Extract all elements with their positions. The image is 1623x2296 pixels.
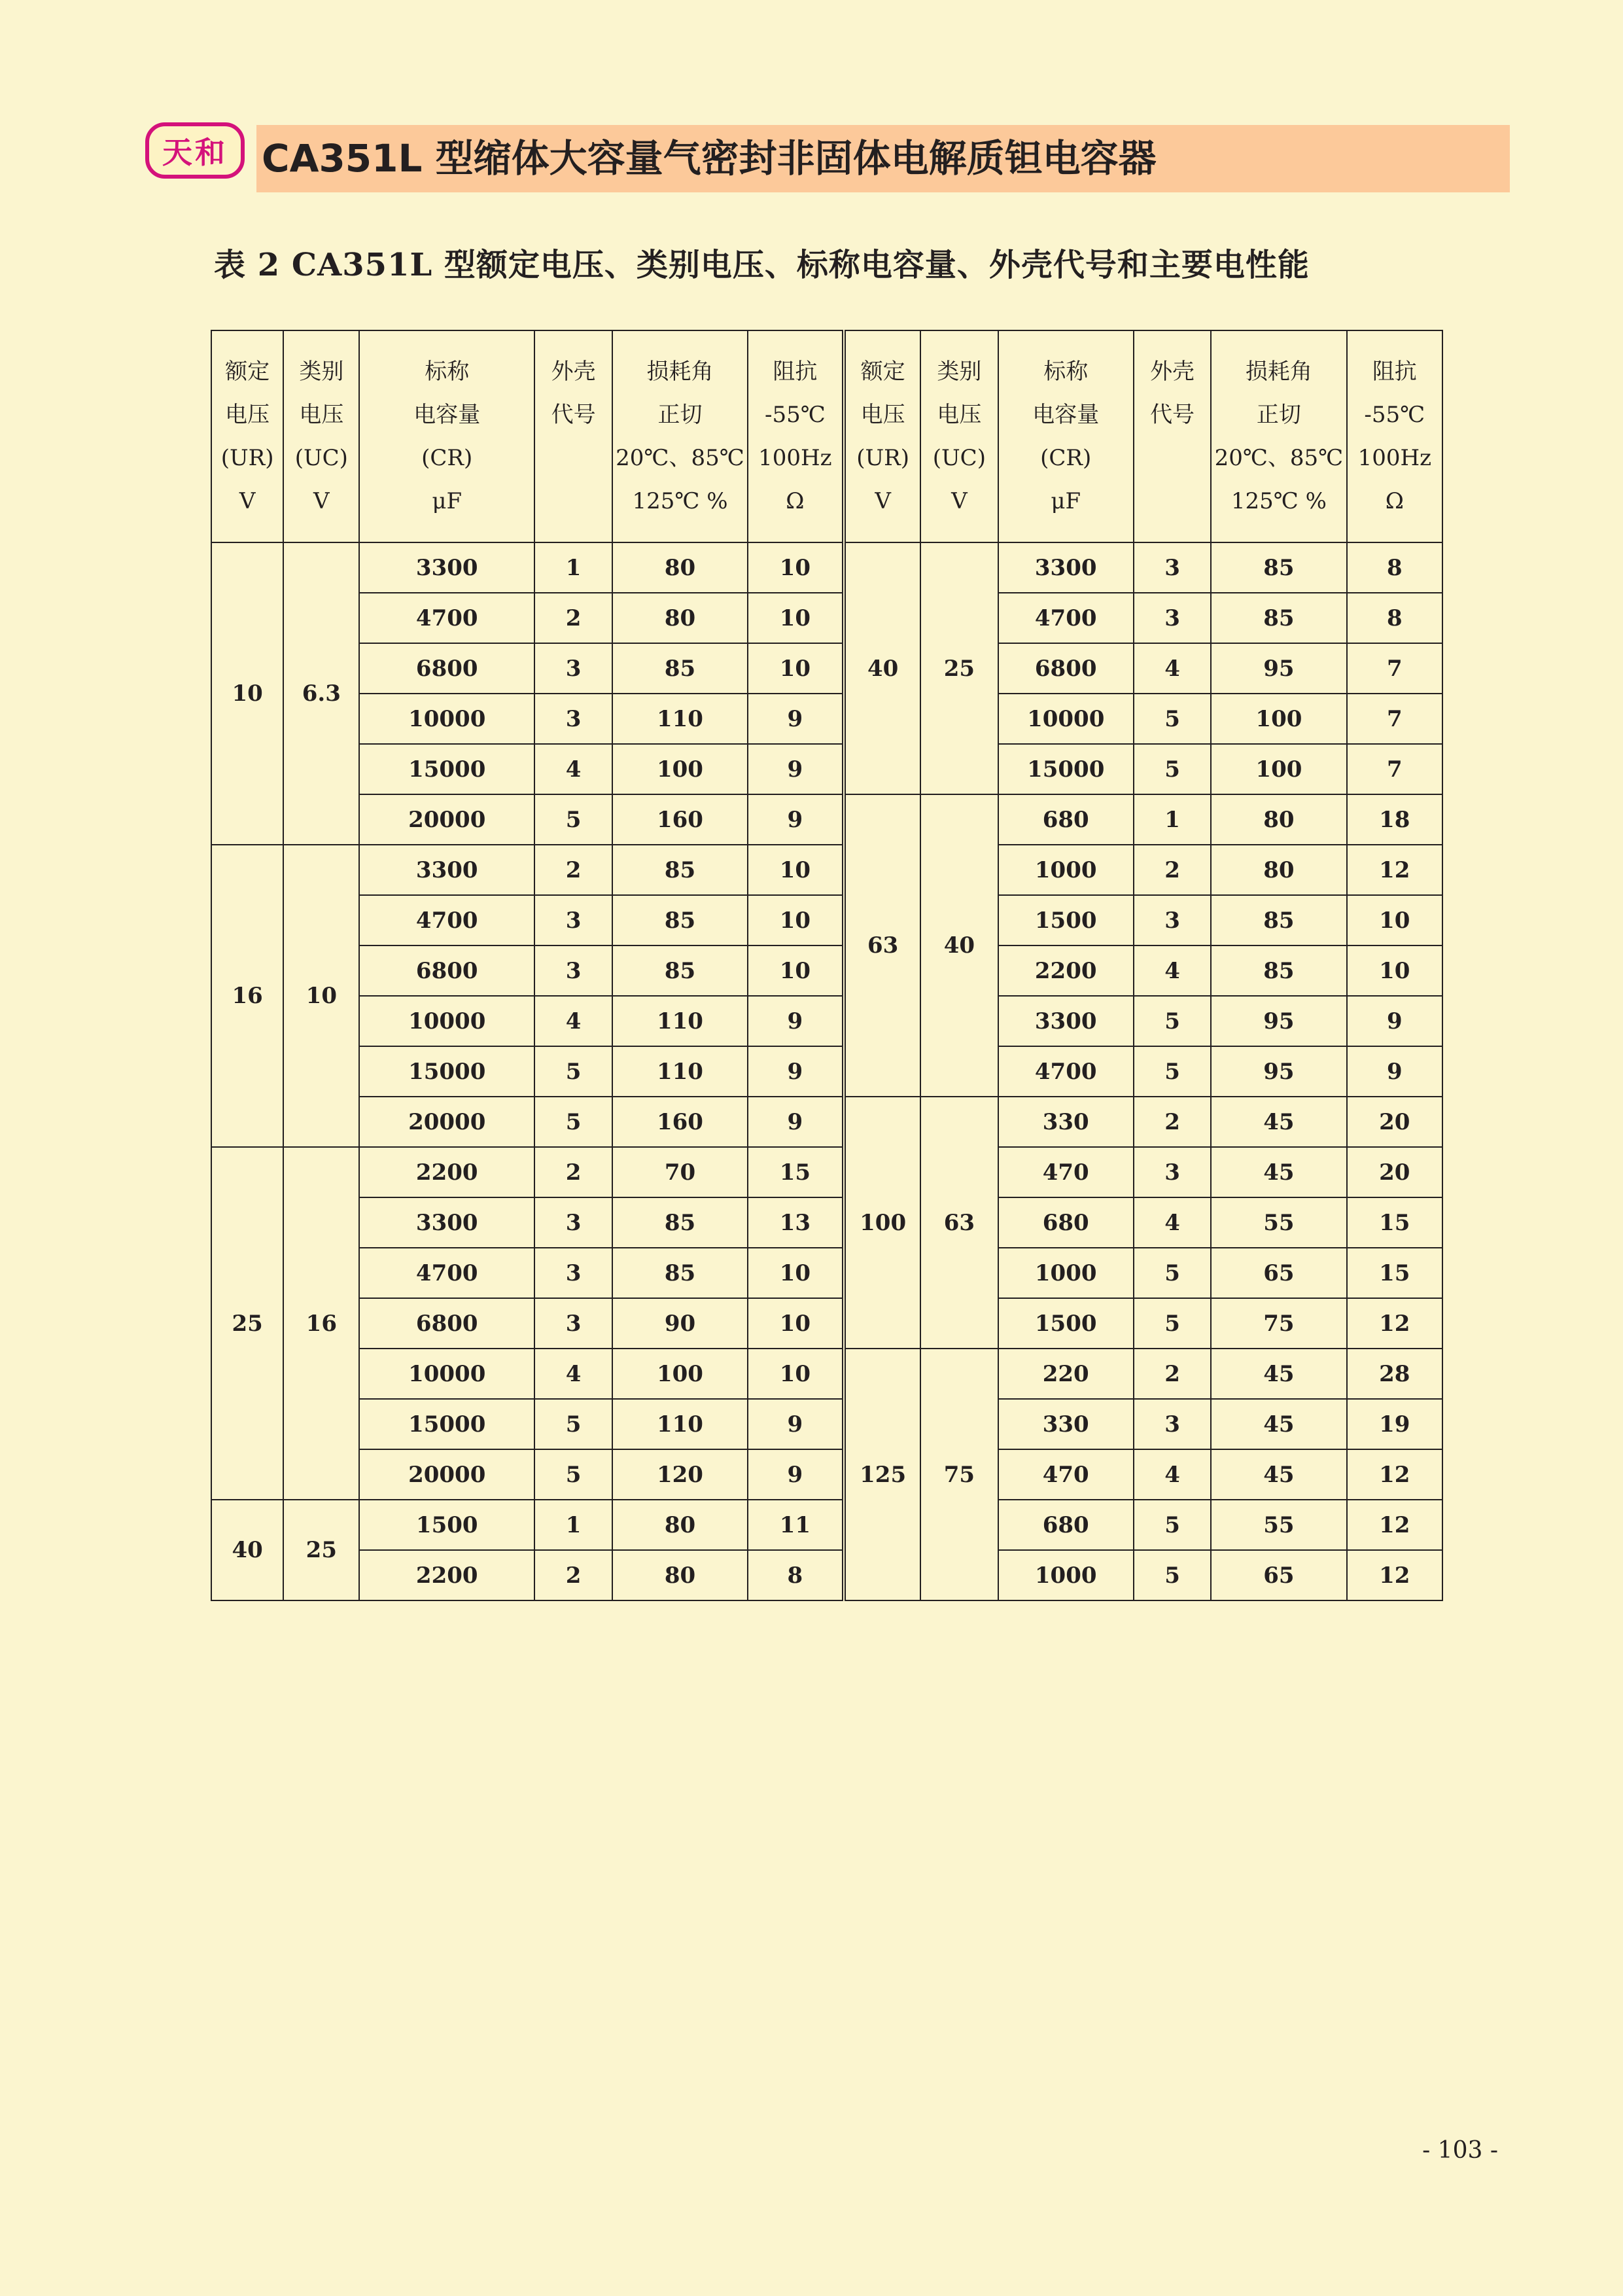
dissipation-factor-cell: 45 bbox=[1211, 1399, 1346, 1449]
dissipation-factor-cell: 65 bbox=[1211, 1550, 1346, 1600]
dissipation-factor-cell: 70 bbox=[612, 1147, 747, 1197]
page-title: CA351L 型缩体大容量气密封非固体电解质钽电容器 bbox=[256, 125, 1510, 192]
column-header-line: μF bbox=[432, 488, 462, 514]
case-code-cell: 2 bbox=[1134, 845, 1211, 895]
rated-voltage-cell: 40 bbox=[211, 1500, 283, 1600]
column-header-line: Ω bbox=[1385, 488, 1404, 514]
column-header-line: 外壳 bbox=[1150, 359, 1195, 385]
case-code-cell: 4 bbox=[534, 1349, 612, 1399]
table-row bbox=[211, 1046, 1442, 1097]
column-header-line: (UC) bbox=[932, 445, 986, 471]
capacitance-cell: 1000 bbox=[998, 1248, 1134, 1298]
capacitance-cell: 2200 bbox=[359, 1147, 534, 1197]
dissipation-factor-cell: 85 bbox=[1211, 895, 1346, 945]
dissipation-factor-cell: 80 bbox=[1211, 794, 1346, 845]
impedance-cell: 10 bbox=[748, 895, 844, 945]
column-header-line: 100Hz bbox=[758, 445, 832, 471]
impedance-cell: 15 bbox=[1347, 1197, 1442, 1248]
case-code-cell: 3 bbox=[534, 1248, 612, 1298]
case-code-cell: 3 bbox=[534, 643, 612, 694]
case-code-cell: 5 bbox=[534, 1097, 612, 1147]
impedance-cell: 9 bbox=[748, 1046, 844, 1097]
column-header-line: 额定 bbox=[860, 359, 905, 385]
column-header-line: 代号 bbox=[1150, 402, 1195, 428]
capacitance-cell: 680 bbox=[998, 1197, 1134, 1248]
dissipation-factor-cell: 45 bbox=[1211, 1349, 1346, 1399]
dissipation-factor-cell: 55 bbox=[1211, 1500, 1346, 1550]
dissipation-factor-cell: 85 bbox=[1211, 593, 1346, 643]
dissipation-factor-cell: 80 bbox=[1211, 845, 1346, 895]
column-header-line: 额定 bbox=[225, 359, 270, 385]
case-code-cell: 2 bbox=[534, 1550, 612, 1600]
table-row bbox=[211, 694, 1442, 744]
table-row bbox=[211, 794, 1442, 845]
column-header-line: 电压 bbox=[860, 402, 905, 428]
table-body bbox=[211, 542, 1442, 1600]
case-code-cell: 3 bbox=[534, 1298, 612, 1349]
capacitance-cell: 15000 bbox=[359, 744, 534, 794]
dissipation-factor-cell: 100 bbox=[612, 1349, 747, 1399]
dissipation-factor-cell: 120 bbox=[612, 1449, 747, 1500]
dissipation-factor-cell: 75 bbox=[1211, 1298, 1346, 1349]
impedance-cell: 13 bbox=[748, 1197, 844, 1248]
impedance-cell: 12 bbox=[1347, 1298, 1442, 1349]
impedance-cell: 12 bbox=[1347, 1449, 1442, 1500]
rated-voltage-cell: 100 bbox=[844, 1097, 920, 1349]
column-header-line: μF bbox=[1051, 488, 1081, 514]
impedance-cell: 10 bbox=[748, 1248, 844, 1298]
capacitance-cell: 1500 bbox=[998, 1298, 1134, 1349]
capacitance-cell: 470 bbox=[998, 1147, 1134, 1197]
table-row bbox=[211, 895, 1442, 945]
column-header bbox=[998, 330, 1134, 542]
case-code-cell: 5 bbox=[534, 1449, 612, 1500]
table-row bbox=[211, 1248, 1442, 1298]
case-code-cell: 2 bbox=[534, 1147, 612, 1197]
impedance-cell: 12 bbox=[1347, 1550, 1442, 1600]
capacitance-cell: 6800 bbox=[359, 1298, 534, 1349]
case-code-cell: 1 bbox=[534, 542, 612, 593]
column-header-line: -55℃ bbox=[764, 402, 826, 428]
column-header bbox=[359, 330, 534, 542]
table-row bbox=[211, 643, 1442, 694]
capacitance-cell: 6800 bbox=[359, 643, 534, 694]
capacitance-cell: 3300 bbox=[359, 1197, 534, 1248]
dissipation-factor-cell: 100 bbox=[1211, 744, 1346, 794]
category-voltage-cell: 75 bbox=[920, 1349, 998, 1600]
impedance-cell: 9 bbox=[1347, 996, 1442, 1046]
column-header-line: 电压 bbox=[225, 402, 270, 428]
rated-voltage-cell: 10 bbox=[211, 542, 283, 845]
impedance-cell: 18 bbox=[1347, 794, 1442, 845]
dissipation-factor-cell: 80 bbox=[612, 593, 747, 643]
dissipation-factor-cell: 80 bbox=[612, 1550, 747, 1600]
impedance-cell: 9 bbox=[748, 996, 844, 1046]
column-header-line: 阻抗 bbox=[1372, 359, 1417, 385]
column-header-line: 类别 bbox=[937, 359, 982, 385]
dissipation-factor-cell: 85 bbox=[1211, 542, 1346, 593]
dissipation-factor-cell: 110 bbox=[612, 996, 747, 1046]
table-caption: 表 2 CA351L 型额定电压、类别电压、标称电容量、外壳代号和主要电性能 bbox=[214, 247, 1310, 283]
dissipation-factor-cell: 65 bbox=[1211, 1248, 1346, 1298]
table-row bbox=[211, 542, 1442, 593]
capacitance-cell: 1500 bbox=[998, 895, 1134, 945]
category-voltage-cell: 6.3 bbox=[283, 542, 359, 845]
impedance-cell: 20 bbox=[1347, 1147, 1442, 1197]
rated-voltage-cell: 40 bbox=[844, 542, 920, 794]
column-header-line: 电压 bbox=[937, 402, 982, 428]
dissipation-factor-cell: 80 bbox=[612, 1500, 747, 1550]
dissipation-factor-cell: 45 bbox=[1211, 1147, 1346, 1197]
column-header bbox=[844, 330, 920, 542]
capacitance-cell: 20000 bbox=[359, 1097, 534, 1147]
case-code-cell: 5 bbox=[1134, 996, 1211, 1046]
capacitance-cell: 4700 bbox=[998, 593, 1134, 643]
dissipation-factor-cell: 95 bbox=[1211, 643, 1346, 694]
case-code-cell: 5 bbox=[534, 794, 612, 845]
dissipation-factor-cell: 100 bbox=[612, 744, 747, 794]
case-code-cell: 2 bbox=[1134, 1097, 1211, 1147]
impedance-cell: 10 bbox=[748, 1298, 844, 1349]
impedance-cell: 10 bbox=[748, 593, 844, 643]
table-row bbox=[211, 1449, 1442, 1500]
case-code-cell: 1 bbox=[534, 1500, 612, 1550]
dissipation-factor-cell: 55 bbox=[1211, 1197, 1346, 1248]
column-header bbox=[748, 330, 844, 542]
column-header-line: 标称 bbox=[1043, 359, 1089, 385]
column-header-line: 电容量 bbox=[1032, 402, 1100, 428]
dissipation-factor-cell: 85 bbox=[1211, 945, 1346, 996]
capacitance-cell: 4700 bbox=[359, 1248, 534, 1298]
table-row bbox=[211, 1399, 1442, 1449]
case-code-cell: 5 bbox=[1134, 1046, 1211, 1097]
dissipation-factor-cell: 90 bbox=[612, 1298, 747, 1349]
impedance-cell: 7 bbox=[1347, 694, 1442, 744]
column-header-line: 20℃、85℃ bbox=[1214, 445, 1344, 471]
rated-voltage-cell: 125 bbox=[844, 1349, 920, 1600]
table-row bbox=[211, 1550, 1442, 1600]
case-code-cell: 3 bbox=[534, 945, 612, 996]
column-header-line: 损耗角 bbox=[1245, 359, 1312, 385]
column-header-line: (CR) bbox=[1040, 445, 1092, 471]
capacitance-cell: 20000 bbox=[359, 1449, 534, 1500]
column-header-line: V bbox=[875, 488, 891, 514]
capacitance-cell: 4700 bbox=[359, 895, 534, 945]
table-row bbox=[211, 945, 1442, 996]
table-row bbox=[211, 1197, 1442, 1248]
column-header-line: V bbox=[313, 488, 330, 514]
column-header-line: (UR) bbox=[856, 445, 910, 471]
capacitance-cell: 330 bbox=[998, 1399, 1134, 1449]
impedance-cell: 15 bbox=[748, 1147, 844, 1197]
table-row bbox=[211, 1500, 1442, 1550]
table-row bbox=[211, 1298, 1442, 1349]
dissipation-factor-cell: 110 bbox=[612, 1046, 747, 1097]
table-row bbox=[211, 996, 1442, 1046]
capacitance-cell: 15000 bbox=[998, 744, 1134, 794]
column-header-line: Ω bbox=[786, 488, 805, 514]
impedance-cell: 8 bbox=[1347, 593, 1442, 643]
category-voltage-cell: 25 bbox=[283, 1500, 359, 1600]
case-code-cell: 2 bbox=[534, 593, 612, 643]
column-header-line bbox=[535, 436, 612, 480]
impedance-cell: 7 bbox=[1347, 643, 1442, 694]
category-voltage-cell: 63 bbox=[920, 1097, 998, 1349]
column-header-line: 20℃、85℃ bbox=[616, 445, 744, 471]
impedance-cell: 9 bbox=[748, 744, 844, 794]
category-voltage-cell: 40 bbox=[920, 794, 998, 1097]
table-row bbox=[211, 1147, 1442, 1197]
capacitance-cell: 10000 bbox=[359, 694, 534, 744]
capacitance-cell: 680 bbox=[998, 1500, 1134, 1550]
impedance-cell: 9 bbox=[748, 1097, 844, 1147]
case-code-cell: 5 bbox=[1134, 1500, 1211, 1550]
dissipation-factor-cell: 45 bbox=[1211, 1097, 1346, 1147]
column-header-line: 电容量 bbox=[413, 402, 481, 428]
spec-table bbox=[211, 330, 1443, 1601]
impedance-cell: 20 bbox=[1347, 1097, 1442, 1147]
capacitance-cell: 1500 bbox=[359, 1500, 534, 1550]
capacitance-cell: 6800 bbox=[359, 945, 534, 996]
case-code-cell: 5 bbox=[1134, 1298, 1211, 1349]
capacitance-cell: 3300 bbox=[359, 542, 534, 593]
case-code-cell: 3 bbox=[1134, 1399, 1211, 1449]
capacitance-cell: 4700 bbox=[998, 1046, 1134, 1097]
case-code-cell: 4 bbox=[534, 744, 612, 794]
column-header-line: 代号 bbox=[551, 402, 596, 428]
category-voltage-cell: 16 bbox=[283, 1147, 359, 1500]
capacitance-cell: 3300 bbox=[998, 996, 1134, 1046]
column-header-line: 阻抗 bbox=[773, 359, 818, 385]
dissipation-factor-cell: 80 bbox=[612, 542, 747, 593]
dissipation-factor-cell: 95 bbox=[1211, 1046, 1346, 1097]
dissipation-factor-cell: 160 bbox=[612, 1097, 747, 1147]
case-code-cell: 2 bbox=[534, 845, 612, 895]
impedance-cell: 10 bbox=[748, 1349, 844, 1399]
column-header-line: 正切 bbox=[657, 402, 703, 428]
dissipation-factor-cell: 45 bbox=[1211, 1449, 1346, 1500]
brand-logo: 天和 bbox=[145, 122, 245, 179]
impedance-cell: 7 bbox=[1347, 744, 1442, 794]
case-code-cell: 4 bbox=[534, 996, 612, 1046]
capacitance-cell: 4700 bbox=[359, 593, 534, 643]
case-code-cell: 4 bbox=[1134, 1449, 1211, 1500]
dissipation-factor-cell: 110 bbox=[612, 1399, 747, 1449]
impedance-cell: 8 bbox=[748, 1550, 844, 1600]
column-header-line bbox=[1134, 436, 1210, 480]
table-row bbox=[211, 744, 1442, 794]
capacitance-cell: 1000 bbox=[998, 845, 1134, 895]
column-header bbox=[920, 330, 998, 542]
capacitance-cell: 3300 bbox=[998, 542, 1134, 593]
impedance-cell: 9 bbox=[748, 1399, 844, 1449]
impedance-cell: 11 bbox=[748, 1500, 844, 1550]
column-header-line: 外壳 bbox=[551, 359, 596, 385]
case-code-cell: 4 bbox=[1134, 643, 1211, 694]
column-header bbox=[1134, 330, 1211, 542]
table-row bbox=[211, 593, 1442, 643]
column-header-line: (UR) bbox=[220, 445, 274, 471]
case-code-cell: 3 bbox=[1134, 593, 1211, 643]
rated-voltage-cell: 63 bbox=[844, 794, 920, 1097]
dissipation-factor-cell: 85 bbox=[612, 1248, 747, 1298]
column-header bbox=[283, 330, 359, 542]
dissipation-factor-cell: 85 bbox=[612, 643, 747, 694]
capacitance-cell: 10000 bbox=[998, 694, 1134, 744]
page-number: - 103 - bbox=[1422, 2137, 1498, 2164]
case-code-cell: 5 bbox=[1134, 1248, 1211, 1298]
dissipation-factor-cell: 160 bbox=[612, 794, 747, 845]
column-header-line: 125℃ % bbox=[1230, 488, 1327, 514]
impedance-cell: 10 bbox=[748, 845, 844, 895]
capacitance-cell: 20000 bbox=[359, 794, 534, 845]
case-code-cell: 5 bbox=[1134, 694, 1211, 744]
impedance-cell: 10 bbox=[748, 945, 844, 996]
column-header bbox=[211, 330, 283, 542]
dissipation-factor-cell: 85 bbox=[612, 845, 747, 895]
impedance-cell: 10 bbox=[1347, 945, 1442, 996]
capacitance-cell: 470 bbox=[998, 1449, 1134, 1500]
column-header-line: 正切 bbox=[1256, 402, 1301, 428]
column-header-line: 损耗角 bbox=[646, 359, 714, 385]
column-header-line: V bbox=[239, 488, 256, 514]
impedance-cell: 8 bbox=[1347, 542, 1442, 593]
impedance-cell: 28 bbox=[1347, 1349, 1442, 1399]
column-header-line: -55℃ bbox=[1364, 402, 1425, 428]
impedance-cell: 12 bbox=[1347, 845, 1442, 895]
impedance-cell: 19 bbox=[1347, 1399, 1442, 1449]
column-header bbox=[612, 330, 747, 542]
capacitance-cell: 1000 bbox=[998, 1550, 1134, 1600]
case-code-cell: 5 bbox=[534, 1399, 612, 1449]
column-header-line: 电压 bbox=[299, 402, 344, 428]
case-code-cell: 2 bbox=[1134, 1349, 1211, 1399]
impedance-cell: 9 bbox=[1347, 1046, 1442, 1097]
impedance-cell: 10 bbox=[1347, 895, 1442, 945]
impedance-cell: 12 bbox=[1347, 1500, 1442, 1550]
column-header-line: 125℃ % bbox=[632, 488, 728, 514]
case-code-cell: 1 bbox=[1134, 794, 1211, 845]
impedance-cell: 9 bbox=[748, 1449, 844, 1500]
case-code-cell: 5 bbox=[1134, 1550, 1211, 1600]
capacitance-cell: 680 bbox=[998, 794, 1134, 845]
case-code-cell: 5 bbox=[1134, 744, 1211, 794]
impedance-cell: 9 bbox=[748, 794, 844, 845]
capacitance-cell: 15000 bbox=[359, 1046, 534, 1097]
column-header-line: 100Hz bbox=[1357, 445, 1432, 471]
impedance-cell: 15 bbox=[1347, 1248, 1442, 1298]
dissipation-factor-cell: 95 bbox=[1211, 996, 1346, 1046]
capacitance-cell: 220 bbox=[998, 1349, 1134, 1399]
case-code-cell: 4 bbox=[1134, 945, 1211, 996]
case-code-cell: 3 bbox=[1134, 1147, 1211, 1197]
table-row bbox=[211, 1097, 1442, 1147]
rated-voltage-cell: 25 bbox=[211, 1147, 283, 1500]
dissipation-factor-cell: 85 bbox=[612, 945, 747, 996]
capacitance-cell: 3300 bbox=[359, 845, 534, 895]
dissipation-factor-cell: 100 bbox=[1211, 694, 1346, 744]
table-row bbox=[211, 1349, 1442, 1399]
dissipation-factor-cell: 110 bbox=[612, 694, 747, 744]
capacitance-cell: 2200 bbox=[359, 1550, 534, 1600]
column-header-line: (UC) bbox=[294, 445, 348, 471]
dissipation-factor-cell: 85 bbox=[612, 1197, 747, 1248]
impedance-cell: 10 bbox=[748, 643, 844, 694]
column-header-line: 标称 bbox=[425, 359, 470, 385]
capacitance-cell: 15000 bbox=[359, 1399, 534, 1449]
category-voltage-cell: 10 bbox=[283, 845, 359, 1147]
column-header-line bbox=[1134, 480, 1210, 523]
table-header-row bbox=[211, 330, 1442, 542]
impedance-cell: 9 bbox=[748, 694, 844, 744]
column-header bbox=[1347, 330, 1442, 542]
dissipation-factor-cell: 85 bbox=[612, 895, 747, 945]
case-code-cell: 3 bbox=[534, 694, 612, 744]
column-header-line: (CR) bbox=[421, 445, 473, 471]
column-header-line: V bbox=[951, 488, 968, 514]
capacitance-cell: 330 bbox=[998, 1097, 1134, 1147]
case-code-cell: 3 bbox=[1134, 895, 1211, 945]
case-code-cell: 3 bbox=[534, 895, 612, 945]
column-header-line bbox=[535, 480, 612, 523]
rated-voltage-cell: 16 bbox=[211, 845, 283, 1147]
column-header bbox=[1211, 330, 1346, 542]
category-voltage-cell: 25 bbox=[920, 542, 998, 794]
capacitance-cell: 10000 bbox=[359, 996, 534, 1046]
case-code-cell: 4 bbox=[1134, 1197, 1211, 1248]
table-row bbox=[211, 845, 1442, 895]
case-code-cell: 3 bbox=[1134, 542, 1211, 593]
capacitance-cell: 2200 bbox=[998, 945, 1134, 996]
case-code-cell: 3 bbox=[534, 1197, 612, 1248]
impedance-cell: 10 bbox=[748, 542, 844, 593]
case-code-cell: 5 bbox=[534, 1046, 612, 1097]
column-header-line: 类别 bbox=[299, 359, 344, 385]
capacitance-cell: 6800 bbox=[998, 643, 1134, 694]
column-header bbox=[534, 330, 612, 542]
capacitance-cell: 10000 bbox=[359, 1349, 534, 1399]
